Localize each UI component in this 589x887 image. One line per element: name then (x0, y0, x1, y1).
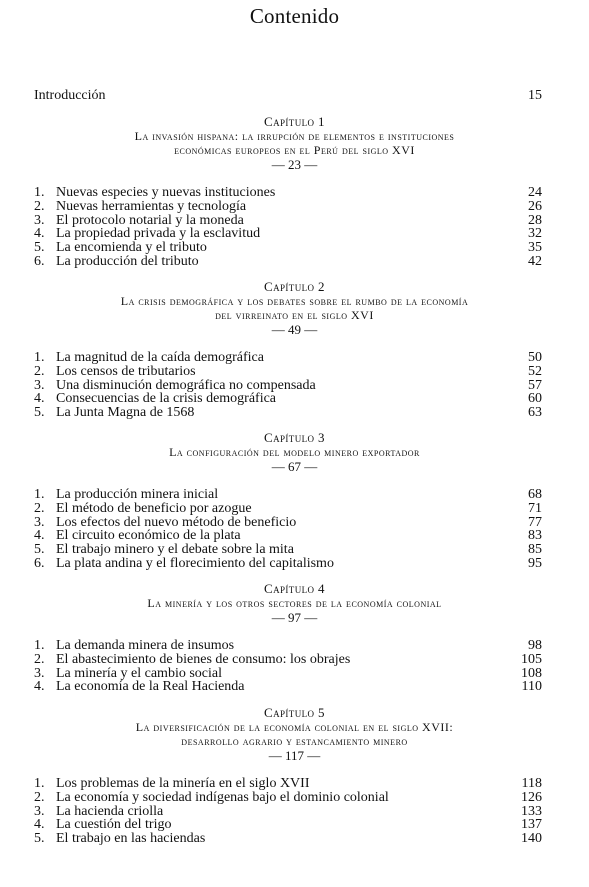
toc-entry (34, 186, 542, 200)
toc-entry (34, 543, 542, 557)
entry-label: La plata andina y el florecimiento del capitalismo (56, 555, 334, 571)
chapter-heading (0, 280, 589, 337)
entry-page: 32 (528, 226, 542, 242)
page-title: Contenido (249, 4, 340, 28)
chapter-title-line: La crisis demográfica y los debates sobre el rumbo de la economía (120, 294, 469, 308)
entry-number: 3. (34, 803, 45, 819)
toc-entry (34, 214, 542, 228)
entry-label: La magnitud de la caída demográfica (56, 350, 264, 365)
entry-page: 108 (521, 665, 542, 681)
section-list (0, 186, 589, 269)
entry-number: 5. (34, 831, 45, 847)
intro-page: 15 (528, 88, 542, 103)
entry-page: 140 (521, 831, 542, 847)
toc-entry (34, 818, 542, 832)
section-list (0, 639, 589, 694)
entry-page: 28 (528, 212, 542, 228)
entry-label: La encomienda y el tributo (56, 240, 207, 256)
chapter-label: Capítulo 1 (264, 114, 325, 129)
entry-number: 4. (34, 528, 45, 544)
entry-label: Los censos de tributarios (56, 363, 196, 379)
entry-page: 118 (521, 776, 542, 791)
entry-label: Los efectos del nuevo método de beneficio (56, 514, 297, 530)
chapter-heading (0, 706, 589, 763)
entry-label: El método de beneficio por azogue (56, 500, 252, 516)
chapter-block (0, 280, 589, 420)
entry-page: 71 (528, 500, 542, 516)
chapter-page: — 23 — (271, 157, 318, 172)
entry-page: 126 (521, 789, 542, 805)
entry-page: 98 (528, 638, 542, 653)
toc-entry (34, 241, 542, 255)
chapter-block (0, 115, 589, 269)
toc-entry (34, 255, 542, 269)
chapter-label: Capítulo 2 (264, 279, 325, 294)
entry-label: El trabajo en las haciendas (56, 831, 206, 847)
toc-entry (34, 805, 542, 819)
entry-number: 4. (34, 391, 45, 407)
entry-label: El circuito económico de la plata (56, 528, 241, 544)
entry-page: 110 (521, 679, 542, 695)
entry-page: 50 (528, 350, 542, 365)
entry-number: 5. (34, 542, 45, 558)
chapter-page: — 117 — (268, 748, 321, 763)
chapter-label: Capítulo 3 (264, 430, 325, 445)
chapter-block (0, 706, 589, 846)
entry-page: 35 (528, 240, 542, 256)
entry-number: 5. (34, 405, 45, 421)
entry-label: La propiedad privada y la esclavitud (56, 226, 261, 242)
entry-label: La minería y el cambio social (56, 665, 222, 681)
entry-number: 3. (34, 212, 45, 228)
section-list (0, 351, 589, 420)
chapter-label: Capítulo 5 (264, 705, 325, 720)
entry-page: 137 (521, 817, 542, 833)
entry-page: 57 (528, 377, 542, 393)
toc-entry (34, 653, 542, 667)
chapter-title-line: La diversificación de la economía colonial en el siglo XVII: (135, 720, 454, 734)
entry-label: El trabajo minero y el debate sobre la mita (56, 542, 294, 558)
chapter-title-line: del virreinato en el siglo XVI (215, 308, 374, 322)
entry-number: 3. (34, 514, 45, 530)
chapter-title-line: La configuración del modelo minero exportador (169, 445, 420, 459)
chapter-title-line: La minería y los otros sectores de la economía colonial (147, 596, 442, 610)
entry-page: 83 (528, 528, 542, 544)
toc-entry (34, 529, 542, 543)
chapter-block (0, 431, 589, 571)
toc-entry (34, 488, 542, 502)
entry-page: 105 (521, 651, 542, 667)
toc-entry (34, 379, 542, 393)
toc-entry (34, 832, 542, 846)
entry-number: 2. (34, 651, 45, 667)
entry-page: 133 (521, 803, 542, 819)
chapter-title-line: La invasión hispana: la irrupción de elementos e instituciones (134, 129, 455, 143)
toc-entry (34, 516, 542, 530)
toc-entry (34, 639, 542, 653)
entry-label: La economía y sociedad indígenas bajo el dominio colonial (56, 789, 389, 805)
entry-number: 1. (34, 638, 45, 653)
entry-number: 4. (34, 817, 45, 833)
entry-label: El abastecimiento de bienes de consumo: los obrajes (56, 651, 351, 667)
toc-entry (34, 200, 542, 214)
entry-page: 77 (528, 514, 542, 530)
entry-page: 24 (528, 185, 542, 200)
toc-entry (34, 351, 542, 365)
entry-number: 3. (34, 377, 45, 393)
toc-intro-entry (34, 88, 542, 103)
chapter-page: — 97 — (271, 610, 318, 625)
toc-entry (34, 791, 542, 805)
entry-page: 60 (528, 391, 542, 407)
entry-number: 5. (34, 240, 45, 256)
toc-entry (34, 502, 542, 516)
entry-number: 1. (34, 350, 45, 365)
entry-number: 1. (34, 487, 45, 502)
entry-number: 4. (34, 226, 45, 242)
chapter-page: — 67 — (271, 459, 318, 474)
entry-page: 42 (528, 253, 542, 269)
entry-number: 6. (34, 555, 45, 571)
toc-entry (34, 680, 542, 694)
section-list (0, 488, 589, 571)
entry-number: 2. (34, 789, 45, 805)
toc-entry (34, 667, 542, 681)
entry-number: 2. (34, 198, 45, 214)
entry-label: La demanda minera de insumos (56, 638, 235, 653)
entry-number: 1. (34, 776, 45, 791)
entry-label: Consecuencias de la crisis demográfica (56, 391, 277, 407)
entry-label: La cuestión del trigo (56, 817, 172, 833)
chapter-heading (0, 431, 589, 474)
entry-label: La hacienda criolla (56, 803, 164, 819)
chapter-heading (0, 582, 589, 625)
entry-label: El protocolo notarial y la moneda (56, 212, 244, 228)
entry-page: 95 (528, 555, 542, 571)
chapter-title-line: desarrollo agrario y estancamiento minero (181, 734, 408, 748)
entry-label: Nuevas herramientas y tecnología (56, 198, 247, 214)
entry-number: 1. (34, 185, 45, 200)
entry-label: Una disminución demográfica no compensada (56, 377, 316, 393)
entry-label: Los problemas de la minería en el siglo XVII (56, 776, 310, 791)
entry-label: Nuevas especies y nuevas instituciones (56, 185, 276, 200)
toc-entry (34, 392, 542, 406)
entry-number: 2. (34, 363, 45, 379)
entry-number: 3. (34, 665, 45, 681)
entry-page: 52 (528, 363, 542, 379)
section-list (0, 777, 589, 846)
toc-entry (34, 406, 542, 420)
toc-entry (34, 557, 542, 571)
entry-page: 63 (528, 405, 542, 421)
chapter-block (0, 582, 589, 694)
entry-page: 85 (528, 542, 542, 558)
intro-label: Introducción (34, 88, 106, 103)
entry-label: La economía de la Real Hacienda (56, 679, 245, 695)
chapter-title-line: económicas europeos en el Perú del siglo XVI (174, 143, 415, 157)
chapter-heading (0, 115, 589, 172)
entry-page: 68 (528, 487, 542, 502)
entry-page: 26 (528, 198, 542, 214)
toc-entry (34, 365, 542, 379)
entry-number: 2. (34, 500, 45, 516)
chapter-page: — 49 — (271, 322, 318, 337)
toc-entry (34, 227, 542, 241)
entry-label: La producción del tributo (56, 253, 199, 269)
toc-entry (34, 777, 542, 791)
entry-number: 4. (34, 679, 45, 695)
chapter-label: Capítulo 4 (264, 581, 325, 596)
entry-number: 6. (34, 253, 45, 269)
entry-label: La producción minera inicial (56, 487, 219, 502)
entry-label: La Junta Magna de 1568 (56, 405, 195, 421)
